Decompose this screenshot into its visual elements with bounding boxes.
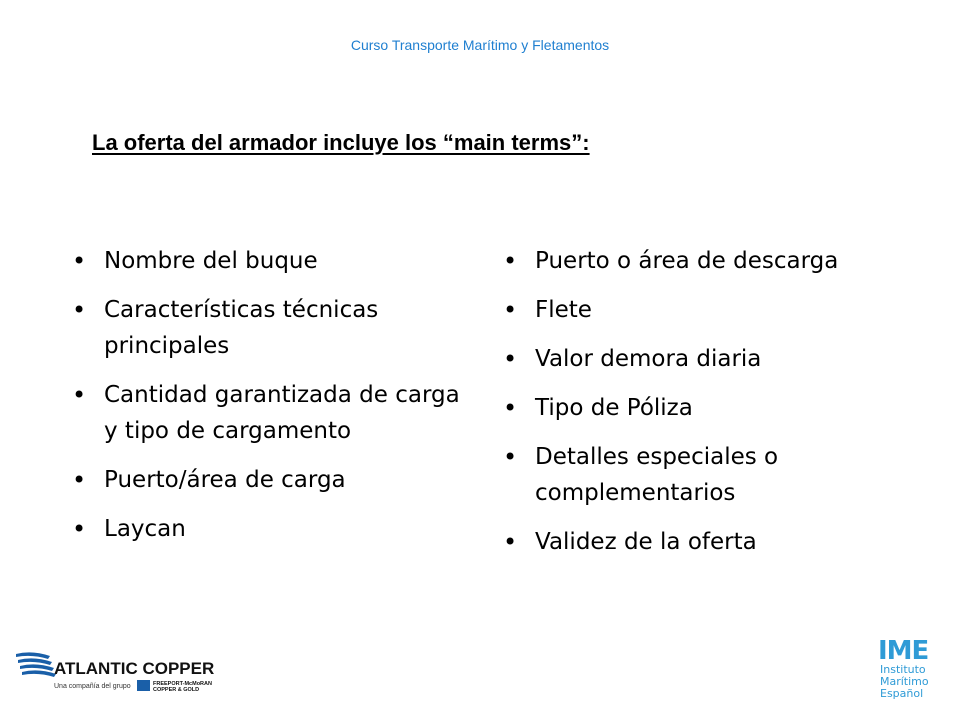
list-item: • Flete bbox=[503, 292, 848, 328]
ime-logo bbox=[876, 633, 940, 699]
slide-header: Curso Transporte Marítimo y Fletamentos bbox=[350, 37, 610, 53]
slide-title: La oferta del armador incluye los “main terms”: bbox=[92, 130, 590, 155]
ime-line1: Instituto bbox=[880, 663, 926, 676]
atlantic-copper-tagline: Una compañía del grupo bbox=[54, 683, 131, 690]
list-item: • Laycan bbox=[72, 511, 462, 547]
wave-icon bbox=[16, 652, 56, 677]
list-item: • Tipo de Póliza bbox=[503, 390, 848, 426]
list-item: • Puerto o área de descarga bbox=[503, 243, 848, 279]
atlantic-copper-name: ATLANTIC COPPER bbox=[54, 659, 215, 678]
freeport-line2: COPPER & GOLD bbox=[153, 687, 200, 693]
list-item: • Cantidad garantizada de carga y tipo de cargamento bbox=[72, 377, 462, 449]
freeport-line1: FREEPORT-McMoRAN bbox=[153, 681, 212, 687]
list-item: • Puerto/área de carga bbox=[72, 462, 462, 498]
atlantic-copper-logo bbox=[14, 648, 234, 694]
ime-line3: Español bbox=[880, 687, 924, 699]
list-item: • Nombre del buque bbox=[72, 243, 462, 279]
list-item: • Características técnicas principales bbox=[72, 292, 462, 364]
fcx-mark-icon bbox=[137, 680, 150, 691]
left-bullet-list bbox=[72, 243, 462, 560]
ime-mark: IME bbox=[878, 636, 929, 666]
list-item: • Valor demora diaria bbox=[503, 341, 848, 377]
right-bullet-list bbox=[503, 243, 848, 573]
ime-line2: Marítimo bbox=[880, 675, 929, 688]
list-item: • Detalles especiales o complementarios bbox=[503, 439, 848, 511]
list-item: • Validez de la oferta bbox=[503, 524, 848, 560]
